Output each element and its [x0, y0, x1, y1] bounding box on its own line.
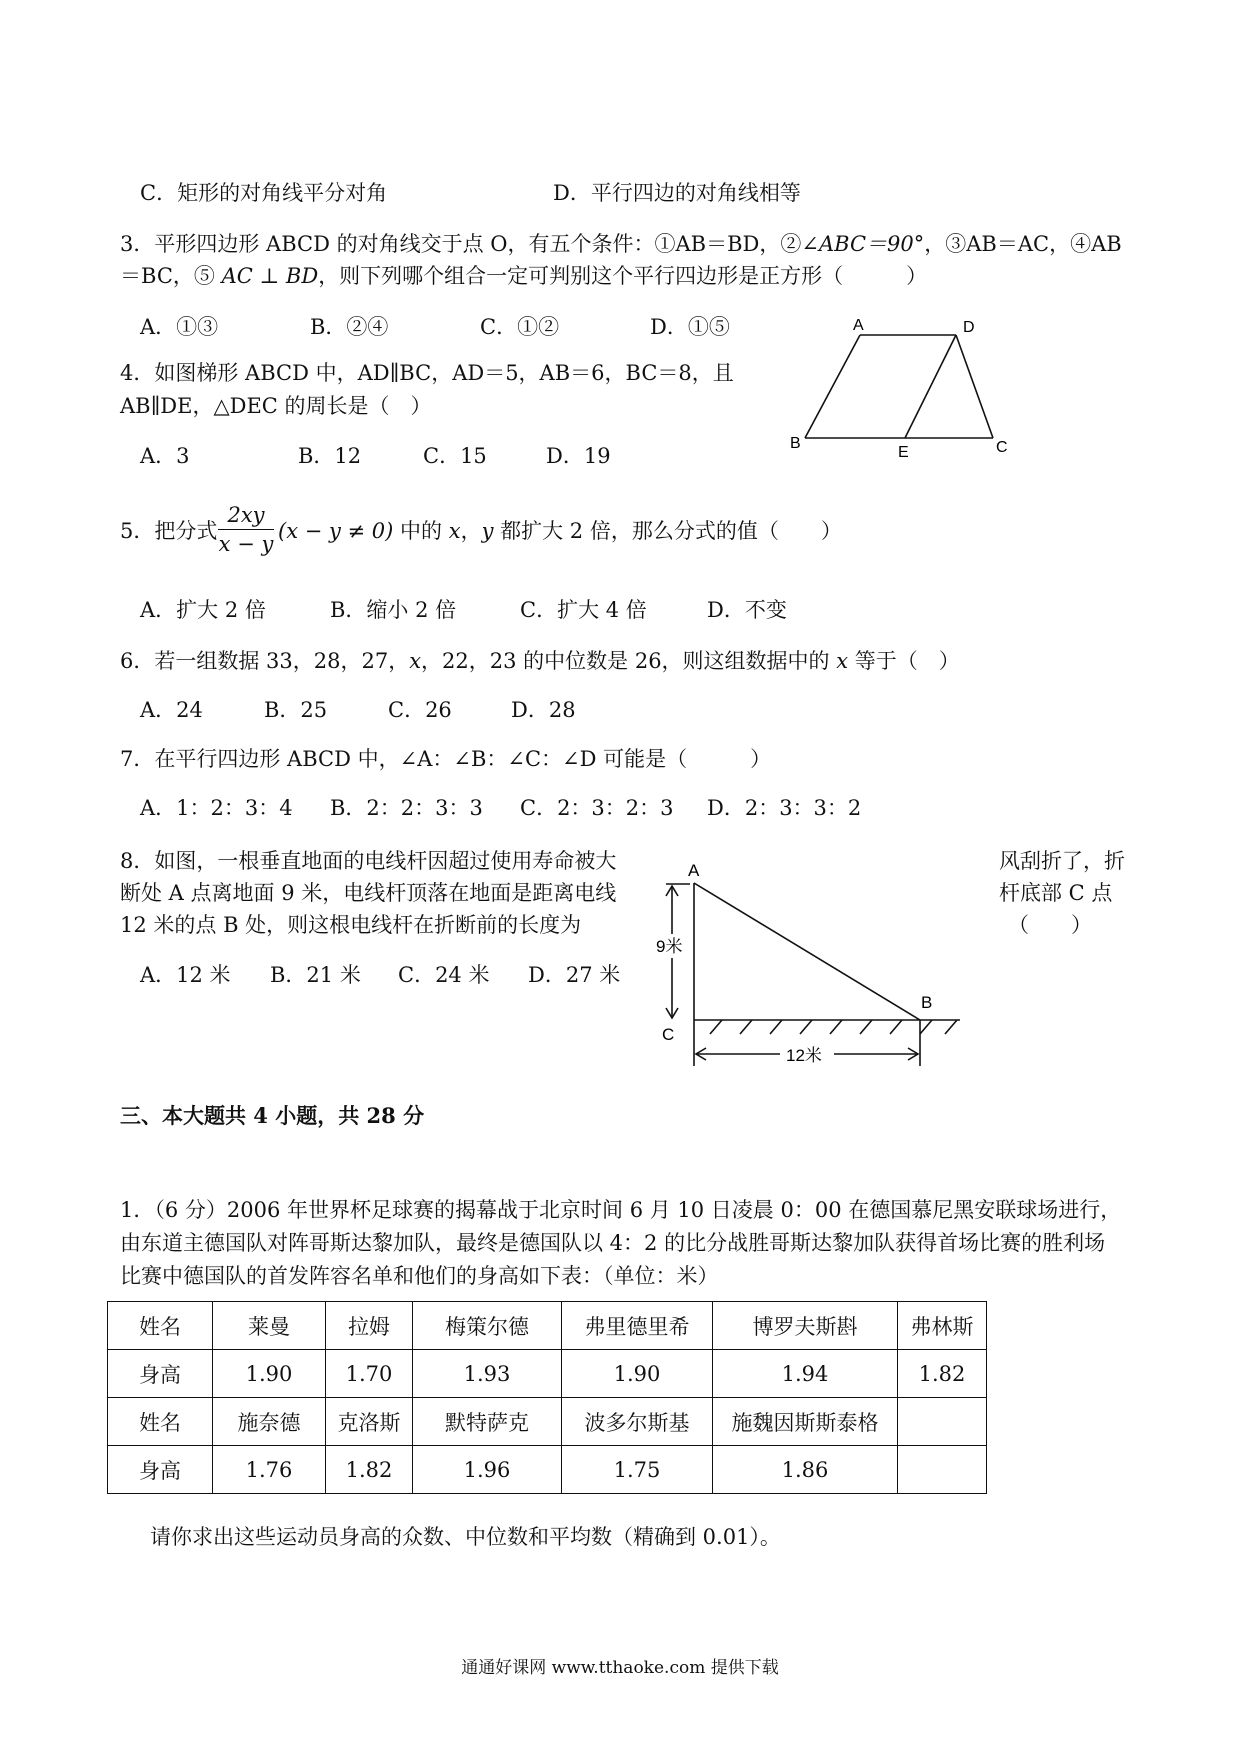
q8-line1-right: 风刮折了，折: [999, 849, 1125, 873]
q5-option-b: B．缩小 2 倍: [330, 598, 457, 622]
q5-option-d: D．不变: [707, 598, 787, 622]
q3-text-a: 3．平形四边形 ABCD 的对角线交于点 O，有五个条件：①AB＝BD，②: [120, 232, 802, 256]
q4-option-d: D．19: [546, 444, 611, 468]
q3-option-c: C．①②: [480, 315, 560, 339]
trapezoid-figure: [780, 310, 1020, 460]
q3-option-a: A．①③: [140, 315, 219, 339]
label-b: B: [790, 435, 801, 452]
side-ab: [805, 335, 860, 438]
table-cell: 1.96: [413, 1446, 562, 1494]
table-cell: 默特萨克: [413, 1398, 562, 1446]
label-9m: 9米: [656, 937, 683, 956]
table-cell: 1.86: [713, 1446, 898, 1494]
table-cell: 梅策尔德: [413, 1302, 562, 1350]
q6-option-c: C．26: [388, 698, 452, 722]
table-row: [108, 1350, 987, 1398]
q3-angle-abc: ∠ABC＝90°: [801, 232, 925, 256]
q5-suffix-b: 都扩大 2 倍，那么分式的值（ ）: [493, 519, 842, 543]
q6-var-x2: x: [836, 649, 849, 673]
q5-var-x: x: [448, 519, 461, 543]
side-dc: [956, 335, 993, 438]
q6-text-c: 等于（ ）: [848, 649, 960, 673]
label-c: C: [662, 1025, 675, 1044]
table-row: [108, 1302, 987, 1350]
q3-text-c: ＝BC，⑤: [120, 264, 222, 288]
table-cell: 1.82: [326, 1446, 413, 1494]
q7-option-d: D．2：3：3：2: [707, 796, 862, 820]
q3-line1: [120, 234, 1122, 255]
q3-option-d: D．①⑤: [650, 315, 730, 339]
q5-prefix: 5．把分式: [120, 519, 218, 543]
table-cell: 1.90: [213, 1350, 326, 1398]
q8-option-a: A．12 米: [140, 963, 231, 987]
table-cell: 莱曼: [213, 1302, 326, 1350]
q3-option-b: B．②④: [310, 315, 389, 339]
q6-text-a: 6．若一组数据 33，28，27，: [120, 649, 410, 673]
table-cell: 拉姆: [326, 1302, 413, 1350]
s3q1-line3: 比赛中德国队的首发阵容名单和他们的身高如下表：（单位：米）: [120, 1264, 719, 1288]
table-cell: [898, 1446, 987, 1494]
label-a: A: [853, 317, 864, 334]
footer-text: 通通好课网 www.tthaoke.com 提供下载: [461, 1658, 779, 1678]
label-12m: 12米: [786, 1046, 822, 1065]
height-table: [107, 1301, 987, 1494]
table-cell: 1.93: [413, 1350, 562, 1398]
label-a: A: [688, 861, 700, 880]
q8-line3-right: （ ）: [1008, 913, 1092, 937]
table-cell: 身高: [108, 1350, 213, 1398]
q6-line: [120, 651, 960, 672]
q3-perp: AC ⊥ BD: [221, 264, 319, 288]
table-cell: 施奈德: [213, 1398, 326, 1446]
q3-line2: [120, 266, 927, 287]
q6-option-d: D．28: [511, 698, 576, 722]
q8-line2-right: 杆底部 C 点: [999, 881, 1113, 905]
q6-text-b: ，22，23 的中位数是 26，则这组数据中的: [421, 649, 837, 673]
table-cell: 克洛斯: [326, 1398, 413, 1446]
q4-option-c: C．15: [423, 444, 487, 468]
table-cell: 1.94: [713, 1350, 898, 1398]
label-e: E: [898, 444, 909, 460]
s3q1-line2: 由东道主德国队对阵哥斯达黎加队，最终是德国队以 4：2 的比分战胜哥斯达黎加队获得首场比赛的胜利场: [120, 1231, 1106, 1255]
q4-option-a: A．3: [140, 444, 190, 468]
label-c: C: [996, 439, 1008, 456]
table-cell: 施魏因斯斯泰格: [713, 1398, 898, 1446]
table-cell: 1.75: [562, 1446, 713, 1494]
q3-text-d: ，则下列哪个组合一定可判别这个平行四边形是正方形（ ）: [318, 264, 928, 288]
table-cell: [898, 1398, 987, 1446]
q6-option-a: A．24: [140, 698, 203, 722]
q5-var-y: y: [481, 519, 494, 543]
table-cell: 波多尔斯基: [562, 1398, 713, 1446]
q8-option-d: D．27 米: [528, 963, 621, 987]
s3q1-ask: 请你求出这些运动员身高的众数、中位数和平均数（精确到 0.01）。: [150, 1525, 781, 1549]
q5-option-a: A．扩大 2 倍: [140, 598, 266, 622]
q8-line1: 8．如图，一根垂直地面的电线杆因超过使用寿命被大: [120, 849, 617, 873]
table-cell: 1.70: [326, 1350, 413, 1398]
q8-line2: 断处 A 点离地面 9 米，电线杆顶落在地面是距离电线: [120, 881, 617, 905]
table-cell: 姓名: [108, 1398, 213, 1446]
section3-heading: 三、本大题共 4 小题，共 28 分: [120, 1103, 425, 1128]
table-cell: 1.90: [562, 1350, 713, 1398]
q5-rest: [278, 521, 842, 542]
fallen-top-ab: [694, 883, 920, 1020]
q7-option-b: B．2：2：3：3: [330, 796, 483, 820]
q8-line3: 12 米的点 B 处，则这根电线杆在折断前的长度为: [120, 913, 582, 937]
pole-figure: [640, 848, 980, 1078]
q4-line2: AB∥DE，△DEC 的周长是（ ）: [120, 394, 432, 418]
q5-numerator: 2xy: [227, 503, 265, 527]
table-row: [108, 1398, 987, 1446]
label-b: B: [921, 993, 933, 1012]
segment-de: [905, 335, 956, 438]
table-cell: 1.82: [898, 1350, 987, 1398]
q2-option-c: C．矩形的对角线平分对角: [140, 181, 388, 205]
q8-option-c: C．24 米: [398, 963, 490, 987]
q5-option-c: C．扩大 4 倍: [520, 598, 647, 622]
s3q1-line1: 1．（6 分）2006 年世界杯足球赛的揭幕战于北京时间 6 月 10 日凌晨 0：00 在德国慕尼黑安联球场进行，: [120, 1198, 1122, 1222]
q5-condition: (x − y ≠ 0): [278, 519, 394, 543]
table-cell: 弗里德里希: [562, 1302, 713, 1350]
q7-option-a: A．1：2：3：4: [140, 796, 293, 820]
table-cell: 1.76: [213, 1446, 326, 1494]
q8-option-b: B．21 米: [270, 963, 361, 987]
q5-denominator: x − y: [218, 532, 274, 556]
q7-option-c: C．2：3：2：3: [520, 796, 674, 820]
q4-option-b: B．12: [298, 444, 362, 468]
q5-sep: ，: [460, 519, 482, 543]
table-cell: 博罗夫斯斟: [713, 1302, 898, 1350]
q5-fraction: [218, 502, 274, 557]
table-cell: 姓名: [108, 1302, 213, 1350]
q2-option-d: D．平行四边的对角线相等: [553, 181, 801, 205]
q6-var-x: x: [409, 649, 422, 673]
q7-line: 7．在平行四边形 ABCD 中，∠A：∠B：∠C：∠D 可能是（ ）: [120, 747, 772, 771]
label-d: D: [963, 319, 975, 336]
table-cell: 弗林斯: [898, 1302, 987, 1350]
q6-option-b: B．25: [264, 698, 328, 722]
table-row: [108, 1446, 987, 1494]
fraction-bar: [218, 529, 274, 530]
q4-line1: 4．如图梯形 ABCD 中，AD∥BC，AD＝5，AB＝6，BC＝8，且: [120, 361, 734, 385]
q3-text-b: ，③AB＝AC，④AB: [924, 232, 1122, 256]
table-cell: 身高: [108, 1446, 213, 1494]
q5-suffix-a: 中的: [400, 519, 449, 543]
